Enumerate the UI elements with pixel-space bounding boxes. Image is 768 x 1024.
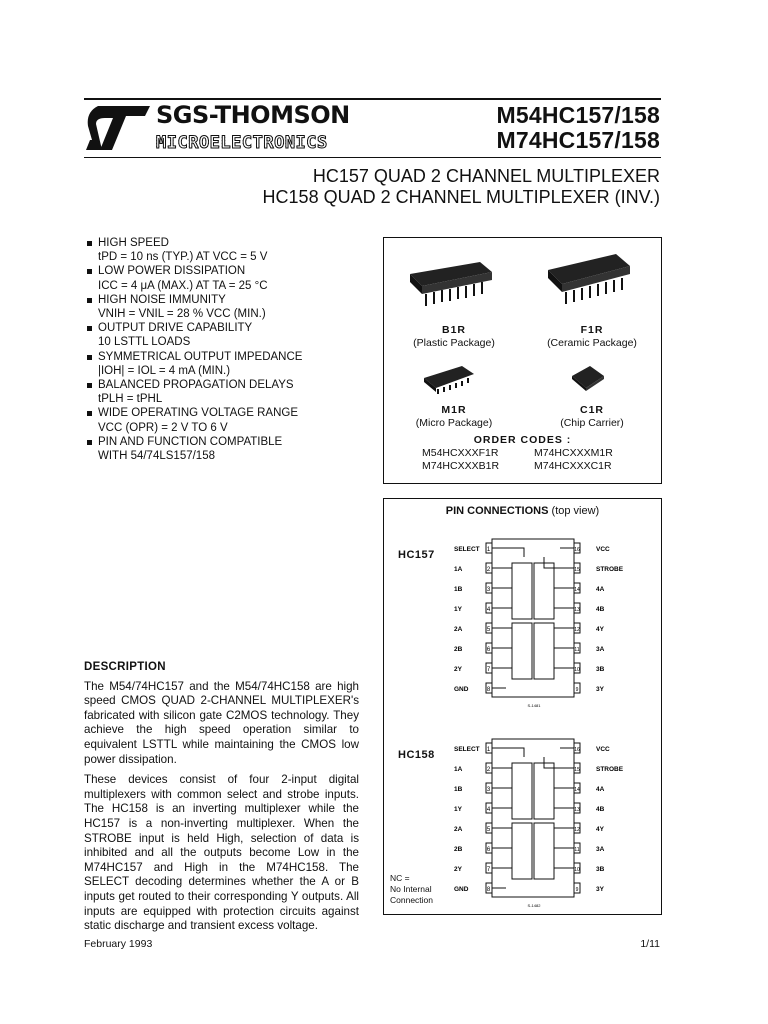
pin-label: 1A	[454, 766, 463, 773]
pin-number: 5	[486, 827, 491, 833]
order-codes-title: ORDER CODES :	[473, 434, 572, 446]
pin-label: VCC	[596, 746, 610, 753]
description-section	[84, 660, 359, 940]
hc157-pinout-diagram	[384, 535, 661, 708]
pin-label: 3B	[596, 866, 605, 873]
pin-number: 12	[574, 627, 580, 633]
feature-item: LOW POWER DISSIPATION	[84, 264, 384, 278]
mux-block	[534, 823, 554, 879]
pin-number: 6	[486, 647, 491, 653]
package-b1r-label: B1R (Plastic Package)	[413, 324, 495, 349]
pin-label: 3A	[596, 646, 605, 653]
footer-page: 1/11	[640, 938, 660, 950]
pin-number: 7	[486, 867, 491, 873]
feature-list	[84, 236, 384, 463]
pin-label: STROBE	[596, 566, 624, 573]
order-code: M74HCXXXC1R	[534, 460, 612, 472]
pin-number: 1	[486, 747, 491, 753]
pin-label: 1B	[454, 586, 463, 593]
description-paragraph: The M54/74HC157 and the M54/74HC158 are high speed CMOS QUAD 2-CHANNEL MULTIPLEXER's fabricated with silicon gate C2MOS technology. They achieve the high speed operation similar to equivalent LSTTL while maintaining the CMOS low power dissipation.	[84, 679, 359, 766]
pin-label: 4B	[596, 806, 605, 813]
feature-detail: tPLH = tPHL	[98, 393, 163, 406]
pin-number: 14	[574, 787, 580, 793]
title-hc157: HC157 QUAD 2 CHANNEL MULTIPLEXER	[312, 166, 660, 186]
part-number-54: M54HC157/158	[496, 102, 660, 128]
feature-detail: |IOH| = IOL = 4 mA (MIN.)	[98, 364, 231, 377]
pin-label: 4B	[596, 606, 605, 613]
pin-label: GND	[454, 686, 469, 693]
description-paragraph: These devices consist of four 2-input digital multiplexers with common select and strobe inputs. The HC158 is an inverting multiplexer while the HC157 is a non-inverting multiplexer. When the STROBE input is held High, selection of data is inhibited and all the outputs become Low in the M74HC157 and High in the M74HC158. The SELECT decoding determines whether the A or B inputs get routed to their corresponding Y outputs. All inputs are equipped with protection circuits against static discharge and transient excess voltage.	[84, 773, 359, 933]
pin-label: SELECT	[454, 746, 480, 753]
pin-label: VCC	[596, 546, 610, 553]
pin-number: 3	[486, 787, 491, 793]
pin-number: 14	[574, 587, 580, 593]
feature-detail: WITH 54/74LS157/158	[98, 450, 215, 463]
feature-detail: VCC (OPR) = 2 V TO 6 V	[98, 421, 228, 434]
figure-id: S-1481	[527, 703, 541, 708]
pin-number: 11	[574, 647, 580, 653]
mux-block	[512, 763, 532, 819]
order-code: M74HCXXXB1R	[422, 460, 500, 472]
hc157-label: HC157	[398, 549, 435, 561]
select-bus	[492, 748, 524, 757]
pin-label: 1A	[454, 566, 463, 573]
package-m1r-label: M1R (Micro Package)	[415, 404, 493, 429]
feature-detail: ICC = 4 μA (MAX.) AT TA = 25 °C	[98, 279, 268, 292]
pin-number: 6	[486, 847, 491, 853]
pin-number: 10	[574, 667, 580, 673]
pin-label: 2Y	[454, 866, 462, 873]
pin-number: 15	[574, 767, 580, 773]
dip-plastic-package-icon	[406, 254, 496, 312]
feature-item: SYMMETRICAL OUTPUT IMPEDANCE	[84, 350, 384, 364]
chip-carrier-package-icon	[568, 360, 608, 396]
st-logo-icon	[84, 104, 152, 152]
title-rule	[84, 157, 661, 158]
title-hc158: HC158 QUAD 2 CHANNEL MULTIPLEXER (INV.)	[262, 187, 660, 207]
pin-number: 5	[486, 627, 491, 633]
pin-label: 1Y	[454, 806, 462, 813]
mux-block	[512, 823, 532, 879]
part-number-74: M74HC157/158	[496, 127, 660, 153]
pin-number: 9	[575, 887, 579, 893]
pin-number: 7	[486, 667, 491, 673]
brand-name: SGS-THOMSON	[156, 101, 350, 129]
package-c1r-label: C1R (Chip Carrier)	[560, 404, 624, 429]
feature-item: PIN AND FUNCTION COMPATIBLE	[84, 435, 384, 449]
pin-number: 12	[574, 827, 580, 833]
mux-block	[512, 563, 532, 619]
feature-item: HIGH SPEED	[84, 236, 384, 250]
pin-label: 1Y	[454, 606, 462, 613]
pin-number: 10	[574, 867, 580, 873]
top-rule	[84, 98, 661, 100]
chip-outline	[492, 739, 574, 897]
pin-number: 8	[486, 687, 491, 693]
pin-label: SELECT	[454, 546, 480, 553]
pin-connections-panel	[383, 498, 662, 915]
mux-block	[534, 763, 554, 819]
pin-label: 4A	[596, 586, 605, 593]
pin-label: 4Y	[596, 626, 604, 633]
pin-number: 15	[574, 567, 580, 573]
hc158-label: HC158	[398, 749, 435, 761]
pin-label: 4Y	[596, 826, 604, 833]
pin-label: 3B	[596, 666, 605, 673]
pin-number: 9	[575, 687, 579, 693]
feature-detail: VNIH = VNIL = 28 % VCC (MIN.)	[98, 308, 266, 321]
pin-number: 4	[486, 807, 491, 813]
micro-package-icon	[420, 362, 480, 396]
pin-label: 3A	[596, 846, 605, 853]
pin-number: 11	[574, 847, 580, 853]
pin-number: 2	[486, 567, 491, 573]
pin-label: 2A	[454, 626, 463, 633]
chip-outline	[492, 539, 574, 697]
pin-number: 13	[574, 807, 580, 813]
pin-number: 3	[486, 587, 491, 593]
order-code: M74HCXXXM1R	[534, 447, 613, 459]
feature-item: HIGH NOISE IMMUNITY	[84, 293, 384, 307]
feature-detail: 10 LSTTL LOADS	[98, 336, 191, 349]
mux-block	[512, 623, 532, 679]
mux-block	[534, 563, 554, 619]
pin-label: 2A	[454, 826, 463, 833]
mux-block	[534, 623, 554, 679]
pin-label: 3Y	[596, 886, 604, 893]
feature-item: OUTPUT DRIVE CAPABILITY	[84, 321, 384, 335]
feature-item: BALANCED PROPAGATION DELAYS	[84, 378, 384, 392]
nc-note: NC = No Internal Connection	[390, 873, 434, 905]
select-bus	[492, 548, 524, 557]
pin-connections-title: PIN CONNECTIONS (top view)	[445, 505, 600, 517]
description-heading: DESCRIPTION	[84, 661, 166, 673]
pin-number: 1	[486, 547, 491, 553]
pin-number: 2	[486, 767, 491, 773]
pin-label: 2B	[454, 646, 463, 653]
pin-number: 13	[574, 607, 580, 613]
pin-label: STROBE	[596, 766, 624, 773]
packages-panel	[383, 237, 662, 484]
pin-label: 3Y	[596, 686, 604, 693]
feature-detail: tPD = 10 ns (TYP.) AT VCC = 5 V	[98, 251, 268, 264]
package-f1r-label: F1R (Ceramic Package)	[547, 324, 637, 349]
brand-subtitle: MICROELECTRONICS	[156, 133, 328, 153]
pin-label: 1B	[454, 786, 463, 793]
pin-number: 4	[486, 607, 491, 613]
feature-item: WIDE OPERATING VOLTAGE RANGE	[84, 406, 384, 420]
footer-date: February 1993	[84, 938, 153, 950]
dip-ceramic-package-icon	[544, 248, 634, 310]
pin-number: 16	[574, 547, 580, 553]
pin-label: 4A	[596, 786, 605, 793]
pin-label: 2B	[454, 846, 463, 853]
figure-id: S-1482	[527, 903, 541, 908]
pin-label: 2Y	[454, 666, 462, 673]
pin-number: 8	[486, 887, 491, 893]
pin-number: 16	[574, 747, 580, 753]
order-code: M54HCXXXF1R	[422, 447, 499, 459]
pin-label: GND	[454, 886, 469, 893]
